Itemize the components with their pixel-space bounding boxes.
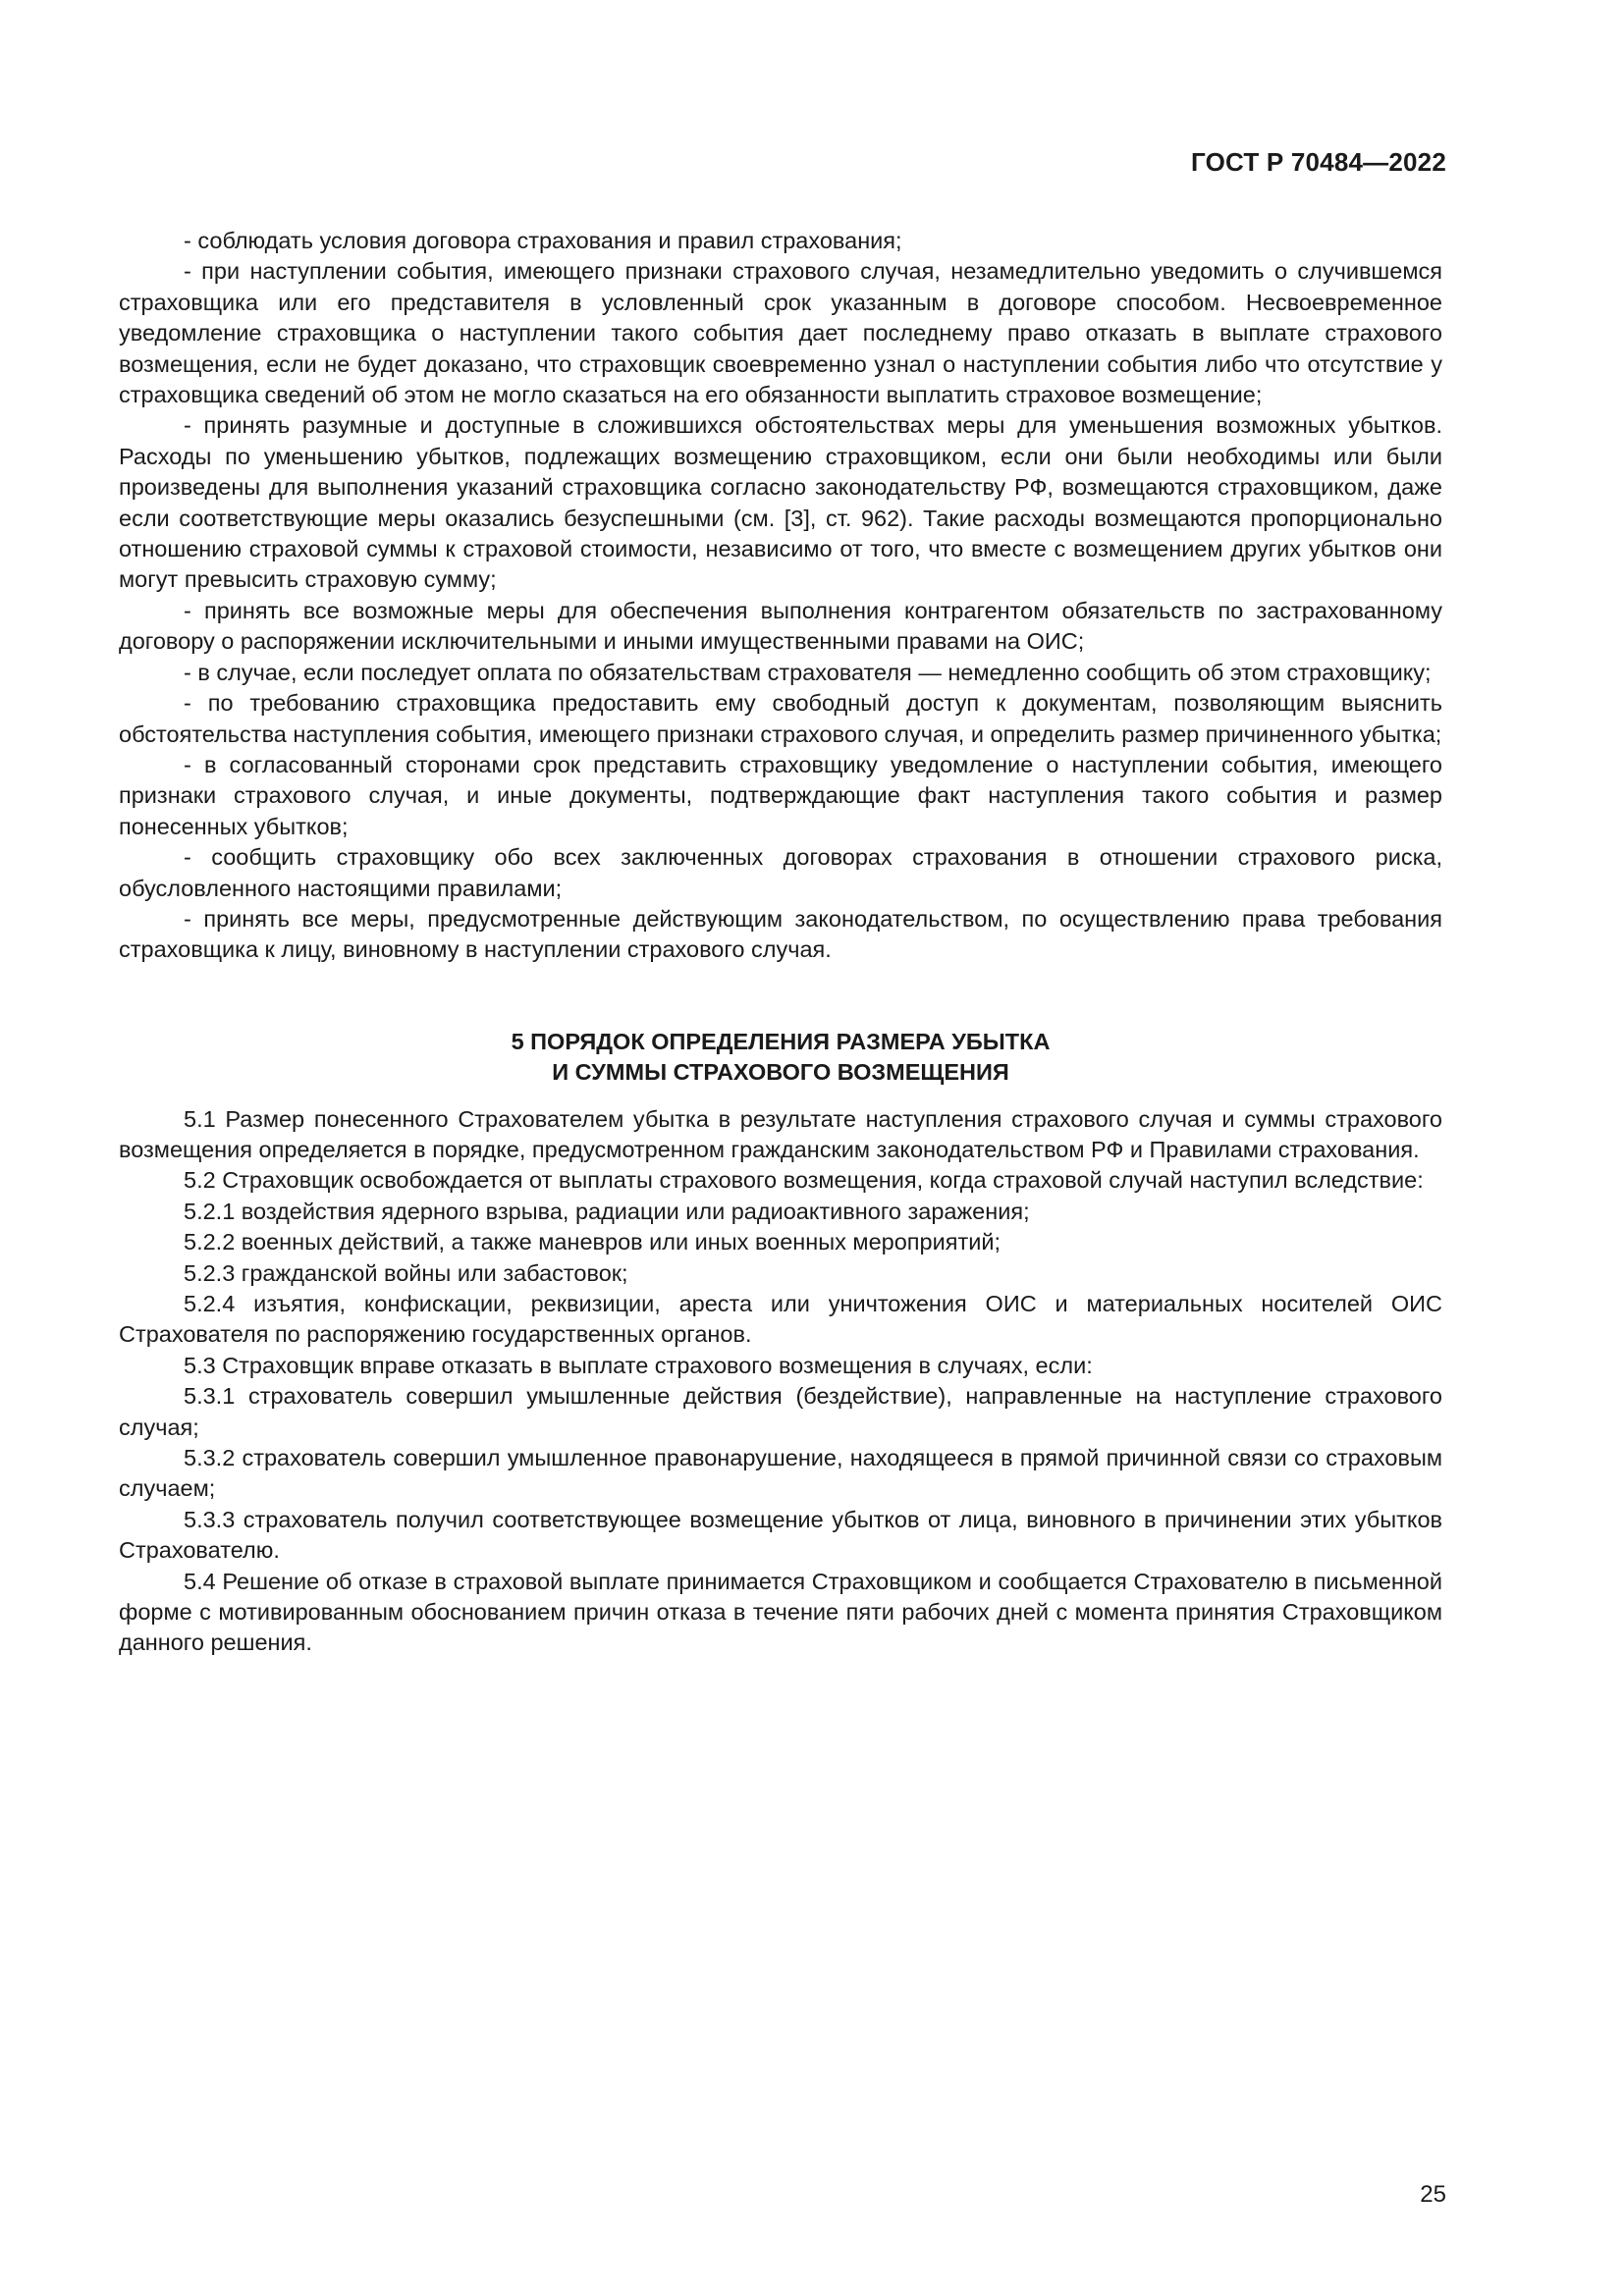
- obligation-item: - соблюдать условия договора страхования и правил страхования;: [184, 228, 902, 253]
- document-body: [119, 226, 1442, 1659]
- clause-paragraph: 5.2.1 воздействия ядерного взрыва, радиации или радиоактивного заражения;: [184, 1198, 1030, 1224]
- obligation-item: - сообщить страховщику обо всех заключенных договорах страхования в отношении страхового риска, обусловленного настоящими правилами;: [119, 844, 1442, 901]
- section-heading: [119, 1027, 1442, 1089]
- obligation-item: - принять разумные и доступные в сложившихся обстоятельствах меры для уменьшения возможных убытков. Расходы по уменьшению убытков, подлежащих возмещению страховщиком, если они были необходимы или были произведены для выполнения указаний страховщика согласно законодательству РФ, возмещаются страховщиком, даже если соответствующие меры оказались безуспешными (см. [3], ст. 962). Такие расходы возмещаются пропорционально отношению страховой суммы к страховой стоимости, независимо от того, что вместе с возмещением других убытков они могут превысить страховую сумму;: [119, 412, 1442, 593]
- clause-paragraph: 5.4 Решение об отказе в страховой выплате принимается Страховщиком и сообщается Страхователю в письменной форме с мотивированным обоснованием причин отказа в течение пяти рабочих дней с момента принятия Страховщиком данного решения.: [119, 1568, 1442, 1656]
- clause-paragraph: 5.2.3 гражданской войны или забастовок;: [184, 1259, 628, 1286]
- clause-paragraph: 5.3.1 страхователь совершил умышленные действия (бездействие), направленные на наступление страхового случая;: [119, 1383, 1442, 1440]
- clause-paragraph: 5.1 Размер понесенного Страхователем убытка в результате наступления страхового случая и суммы страхового возмещения определяется в порядке, предусмотренном гражданским законодательством РФ и Правилами страхования.: [119, 1105, 1442, 1162]
- obligation-item: - принять все меры, предусмотренные действующим законодательством, по осуществлению права требования страховщика к лицу, виновному в наступлении страхового случая.: [119, 905, 1442, 963]
- page-number: 25: [1420, 2181, 1446, 2208]
- clause-paragraph: 5.3.3 страхователь получил соответствующее возмещение убытков от лица, виновного в причинении этих убытков Страхователю.: [119, 1506, 1442, 1564]
- clause-paragraph: 5.3 Страховщик вправе отказать в выплате страхового возмещения в случаях, если:: [184, 1352, 1093, 1378]
- obligation-item: - принять все возможные меры для обеспечения выполнения контрагентом обязательств по застрахованному договору о распоряжении исключительными и иными имущественными правами на ОИС;: [119, 597, 1442, 655]
- clause-paragraph: 5.3.2 страхователь совершил умышленное правонарушение, находящееся в прямой причинной связи со страховым случаем;: [119, 1445, 1442, 1502]
- section-heading-line-1: 5 ПОРЯДОК ОПРЕДЕЛЕНИЯ РАЗМЕРА УБЫТКА: [511, 1028, 1051, 1054]
- document-standard-code: ГОСТ Р 70484—2022: [1191, 147, 1446, 177]
- clause-paragraph: 5.2 Страховщик освобождается от выплаты страхового возмещения, когда страховой случай наступил вследствие:: [184, 1167, 1424, 1194]
- obligation-item: - при наступлении события, имеющего признаки страхового случая, незамедлительно уведомить о случившемся страховщика или его представителя в условленный срок указанным в договоре способом. Несвоевременное уведомление страховщика о наступлении такого события дает последнему право отказать в выплате страхового возмещения, если не будет доказано, что страховщик своевременно узнал о наступлении события либо что отсутствие у страховщика сведений об этом не могло сказаться на его обязанности выплатить страховое возмещение;: [119, 258, 1442, 408]
- obligation-item: - в случае, если последует оплата по обязательствам страхователя — немедленно сообщить об этом страховщику;: [184, 659, 1432, 685]
- clause-paragraph: 5.2.4 изъятия, конфискации, реквизиции, ареста или уничтожения ОИС и материальных носителей ОИС Страхователя по распоряжению государственных органов.: [119, 1291, 1442, 1348]
- clause-paragraph: 5.2.2 военных действий, а также маневров или иных военных мероприятий;: [184, 1229, 1001, 1255]
- section-heading-line-2: И СУММЫ СТРАХОВОГО ВОЗМЕЩЕНИЯ: [552, 1059, 1009, 1086]
- obligation-item: - по требованию страховщика предоставить ему свободный доступ к документам, позволяющим выяснить обстоятельства наступления события, имеющего признаки страхового случая, и определить размер причиненного убытка;: [119, 690, 1442, 747]
- obligation-item: - в согласованный сторонами срок представить страховщику уведомление о наступлении события, имеющего признаки страхового случая, и иные документы, подтверждающие факт наступления такого события и размер понесенных убытков;: [119, 751, 1442, 839]
